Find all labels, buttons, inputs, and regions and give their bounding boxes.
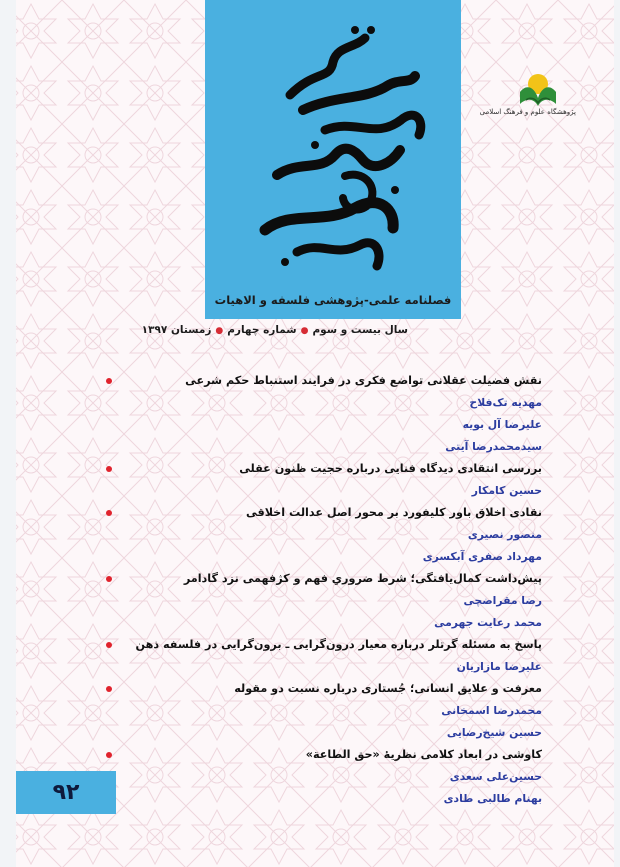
toc-article-5 [122,634,542,678]
issue-number-box [16,771,116,814]
bullet-dot [106,752,112,758]
toc-article-2 [122,458,542,502]
right-edge-strip [614,0,620,867]
bullet-dot [106,378,112,384]
article-title: پاسخ به مسئله گرتلر درباره معیار درون‌گرایی ـ برون‌گرایی در فلسفه ذهن [122,634,542,656]
toc-article-6 [122,678,542,744]
separator-dot: ● [215,326,224,336]
article-author: مهدیه تک‌فلاح [469,396,542,409]
article-title: معرفت و علایق انسانی؛ جُستاری درباره نسبت دو مقوله [122,678,542,700]
article-title: کاوشی در ابعاد کلامی نظریهٔ «حق الطاعة» [122,744,542,766]
issue-number: ۹۲ [52,780,80,805]
article-author: سیدمحمدرضا آیتی [445,440,542,453]
bullet-dot [106,686,112,692]
bullet-dot [106,642,112,648]
toc-article-4 [122,568,542,634]
table-of-contents [122,370,542,810]
article-author: منصور نصیری [467,528,542,541]
article-author: علیرضا مازاریان [456,660,542,673]
article-author: محمد رعایت جهرمی [434,616,542,629]
issue-season: زمستان ۱۳۹۷ [141,324,212,336]
bullet-dot [106,466,112,472]
toc-article-1 [122,370,542,458]
article-author: حسین کامکار [471,484,542,497]
journal-subtitle: فصلنامه علمی-پژوهشی فلسفه و الاهیات [214,293,452,307]
article-title: پیش‌داشت کمال‌یافتگی؛ شرط ضروریِ فهم و کژفهمی نزد گادامر [122,568,542,590]
issue-year: سال بیست و سوم [312,324,408,336]
article-author: محمدرضا اسمخانی [441,704,542,717]
bullet-dot [106,510,112,516]
bullet-dot [106,576,112,582]
article-author: حسین شیخ‌رضایی [446,726,542,739]
toc-article-7 [122,744,542,810]
issue-number-text: شماره چهارم [227,324,297,336]
left-edge-strip [0,0,16,867]
article-author: رضا مقراضچی [463,594,542,607]
article-author: حسین‌علی سعدی [449,770,542,783]
article-author: مهرداد صفری آبکسری [422,550,542,563]
article-title: نقادی اخلاق باور کلیفورد بر محور اصل عدالت اخلاقی [122,502,542,524]
separator-dot: ● [300,326,309,336]
title-box [205,0,461,319]
article-title: نقش فضیلت عقلانی تواضع فکری در فرایند استنباط حکم شرعی [122,370,542,392]
calligraphy-logo [205,0,461,319]
toc-article-3 [122,502,542,568]
article-title: بررسی انتقادی دیدگاه فنایی درباره حجیت ظنون عقلی [122,458,542,480]
article-author: بهنام طالبی طادی [443,792,542,805]
article-author: علیرضا آل بویه [462,418,542,431]
issue-info [142,324,408,336]
publisher-name: پژوهشگاه علوم و فرهنگ اسلامی [479,108,576,116]
